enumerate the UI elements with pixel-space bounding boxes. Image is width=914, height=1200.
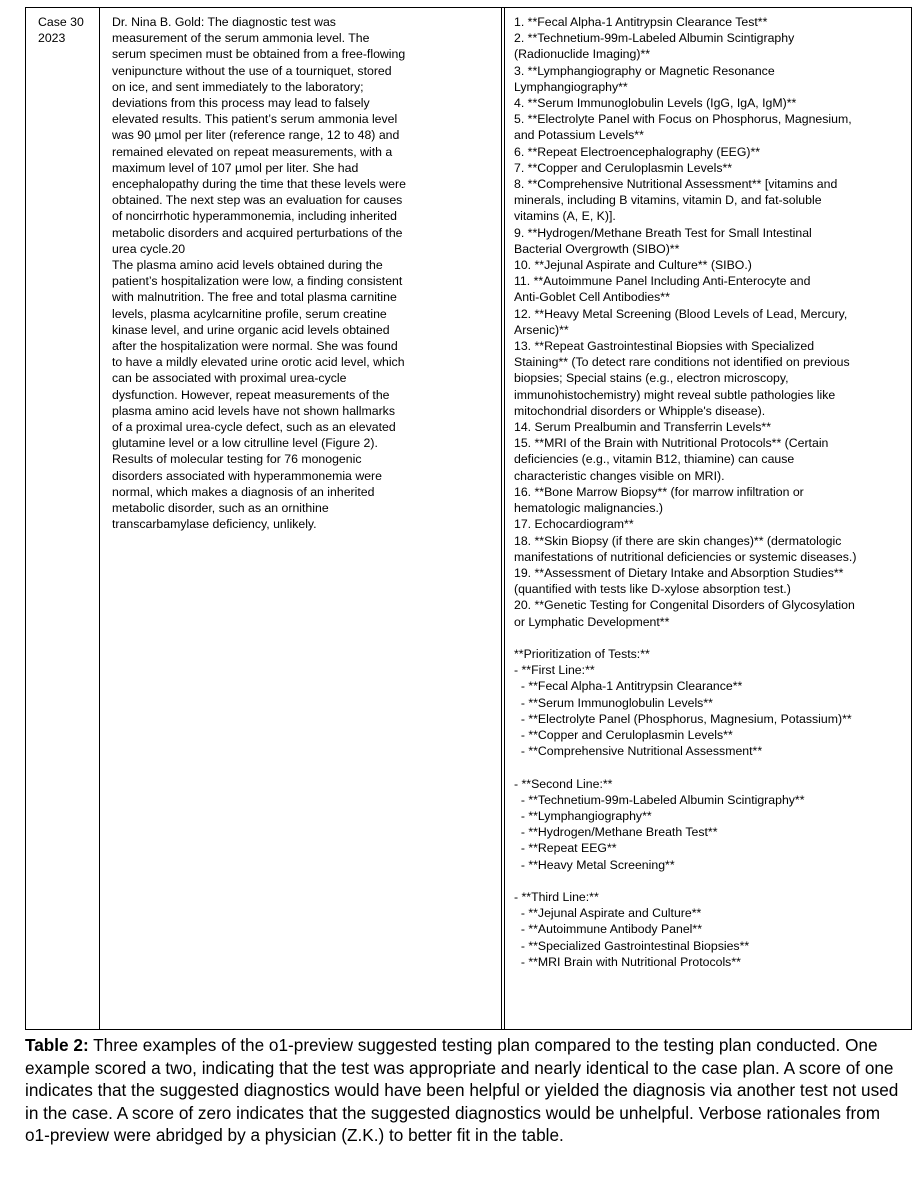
caption-label: Table 2: [25, 1035, 89, 1055]
suggested-testing-plan-cell: 1. **Fecal Alpha-1 Antitrypsin Clearance Test** 2. **Technetium-99m-Labeled Albumin Scintigraphy (Radionuclide Imaging)** 3. **Lymphangiography or Magnetic Resonance Lymphangiography** 4. **Serum Immunoglobulin Levels (IgG, IgA, IgM)** 5. **Electrolyte Panel with Focus on Phosphorus, Magnesium, and Potassium Levels** 6. **Repeat Electroencephalography (EEG)** 7. **Copper and Ceruloplasmin Levels** 8. **Comprehensive Nutritional Assessment** [vitamins and minerals, including B vitamins, vitamin D, and fat-soluble vitamins (A, E, K)]. 9. **Hydrogen/Methane Breath Test for Small Intestinal Bacterial Overgrowth (SIBO)** 10. **Jejunal Aspirate and Culture** (SIBO.) 11. **Autoimmune Panel Including Anti-Enterocyte and Anti-Goblet Cell Antibodies** 12. **Heavy Metal Screening (Blood Levels of Lead, Mercury, Arsenic)** 13. **Repeat Gastrointestinal Biopsies with Specialized Staining** (To detect rare conditions not identified on previous biopsies; Special stains (e.g., electron microscopy, immunohistochemistry) might reveal subtle pathologies like mitochondrial disorders or Whipple's disease). 14. Serum Prealbumin and Transferrin Levels** 15. **MRI of the Brain with Nutritional Protocols** (Certain deficiencies (e.g., vitamin B12, thiamine) can cause characteristic changes visible on MRI). 16. **Bone Marrow Biopsy** (for marrow infiltration or hematologic malignancies.) 17. Echocardiogram** 18. **Skin Biopsy (if there are skin changes)** (dermatologic manifestations of nutritional deficiencies or systemic diseases.) 19. **Assessment of Dietary Intake and Absorption Studies** (quantified with tests like D-xylose absorption test.) 20. **Genetic Testing for Congenital Disorders of Glycosylation or Lymphatic Development** **Prioritization of Tests:** - **First Line:** - **Fecal Alpha-1 Antitrypsin Clearance** - **Serum Immunoglobulin Levels** - **Electrolyte Panel (Phosphorus, Magnesium, Potassium)** - **Copper and Ceruloplasmin Levels** - **Comprehensive Nutritional Assessment** - **Second Line:** - **Technetium-99m-Labeled Albumin Scintigraphy** - **Lymphangiography** - **Hydrogen/Methane Breath Test** - **Repeat EEG** - **Heavy Metal Screening** - **Third Line:** - **Jejunal Aspirate and Culture** - **Autoimmune Antibody Panel** - **Specialized Gastrointestinal Biopsies** - **MRI Brain with Nutritional Protocols** [504, 8, 911, 1029]
table-caption [25, 1034, 905, 1147]
case-diagnostic-text-cell: Dr. Nina B. Gold: The diagnostic test was measurement of the serum ammonia level. The serum specimen must be obtained from a free-flowing venipuncture without the use of a tourniquet, stored on ice, and sent immediately to the laboratory; deviations from this process may lead to falsely elevated results. This patient’s serum ammonia level was 90 µmol per liter (reference range, 12 to 48) and remained elevated on repeat measurements, with a maximum level of 107 µmol per liter. She had encephalopathy during the time that these levels were obtained. The next step was an evaluation for causes of noncirrhotic hyperammonemia, including inherited metabolic disorders and acquired perturbations of the urea cycle.20 The plasma amino acid levels obtained during the patient’s hospitalization were low, a finding consistent with malnutrition. The free and total plasma carnitine levels, plasma acylcarnitine profile, serum creatine kinase level, and urine organic acid levels obtained after the hospitalization were normal. She was found to have a mildly elevated urine orotic acid level, which can be associated with proximal urea-cycle dysfunction. However, repeat measurements of the plasma amino acid levels have not shown hallmarks of a proximal urea-cycle defect, such as an elevated glutamine level or a low citrulline level (Figure 2). Results of molecular testing for 76 monogenic disorders associated with hyperammonemia were normal, which makes a diagnosis of an inherited metabolic disorder, such as an ornithine transcarbamylase deficiency, unlikely. [101, 8, 502, 1029]
case-label-cell: Case 30 2023 [26, 8, 100, 1029]
results-table [25, 7, 912, 1030]
caption-text: Three examples of the o1-preview suggested testing plan compared to the testing plan conducted. One example scored a two, indicating that the test was appropriate and nearly identical to the case plan. A score of one indicates that the suggested diagnostics would have been helpful or yielded the diagnosis via another test not used in the case. A score of zero indicates that the suggested diagnostics would be unhelpful. Verbose rationales from o1-preview were abridged by a physician (Z.K.) to better fit in the table. [25, 1035, 899, 1146]
